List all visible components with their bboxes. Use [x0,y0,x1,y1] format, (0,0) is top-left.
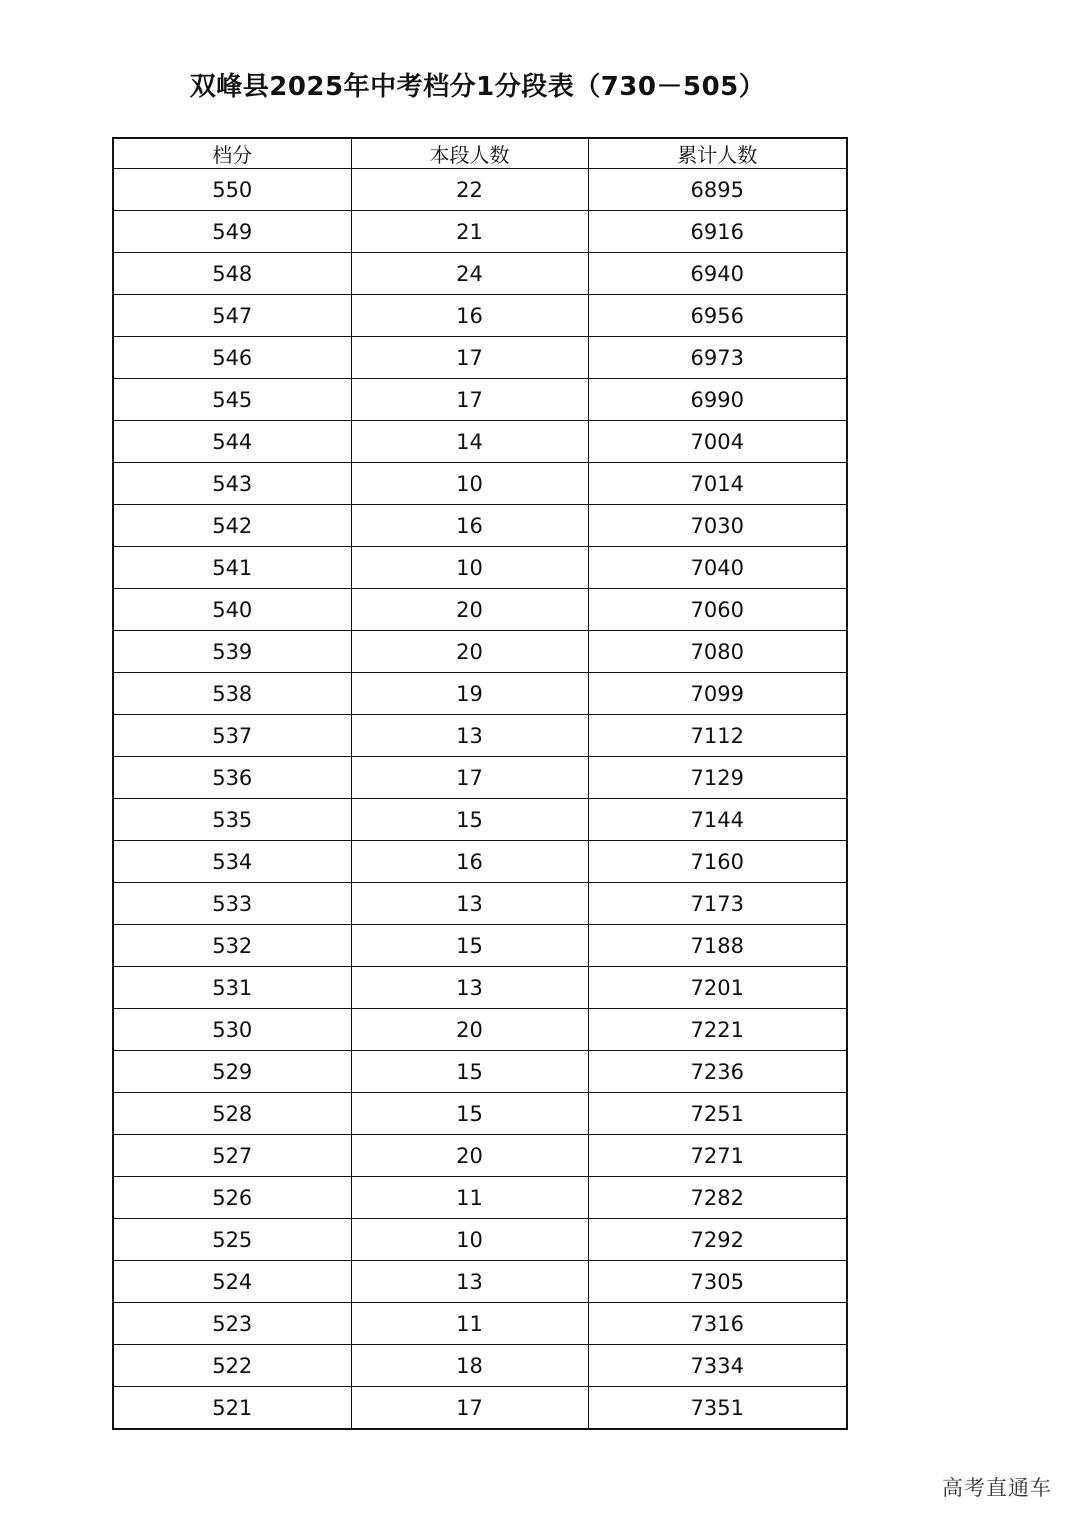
cell-score: 534 [113,841,351,883]
cell-cumulative-count: 7129 [588,757,847,799]
table-row [113,883,847,925]
cell-segment-count: 17 [351,1387,588,1430]
table-row [113,1261,847,1303]
cell-cumulative-count: 6895 [588,169,847,211]
table-row [113,841,847,883]
cell-cumulative-count: 7173 [588,883,847,925]
cell-segment-count: 13 [351,883,588,925]
cell-score: 528 [113,1093,351,1135]
cell-cumulative-count: 7144 [588,799,847,841]
cell-cumulative-count: 7201 [588,967,847,1009]
table-row [113,1303,847,1345]
cell-cumulative-count: 7251 [588,1093,847,1135]
table-row [113,295,847,337]
cell-score: 531 [113,967,351,1009]
cell-cumulative-count: 7188 [588,925,847,967]
cell-cumulative-count: 7040 [588,547,847,589]
table-header-row [113,138,847,169]
cell-score: 540 [113,589,351,631]
cell-segment-count: 15 [351,799,588,841]
table-row [113,1009,847,1051]
cell-score: 522 [113,1345,351,1387]
cell-segment-count: 17 [351,757,588,799]
page-title: 双峰县2025年中考档分1分段表（730－505） [189,72,766,102]
cell-cumulative-count: 7004 [588,421,847,463]
cell-score: 548 [113,253,351,295]
cell-score: 541 [113,547,351,589]
table-row [113,421,847,463]
cell-cumulative-count: 7316 [588,1303,847,1345]
cell-segment-count: 13 [351,967,588,1009]
cell-segment-count: 10 [351,1219,588,1261]
header-cumulative-count: 累计人数 [588,138,847,169]
cell-segment-count: 16 [351,505,588,547]
cell-segment-count: 13 [351,1261,588,1303]
cell-score: 532 [113,925,351,967]
cell-cumulative-count: 7099 [588,673,847,715]
cell-cumulative-count: 7221 [588,1009,847,1051]
cell-cumulative-count: 7305 [588,1261,847,1303]
cell-score: 529 [113,1051,351,1093]
table-row [113,337,847,379]
cell-cumulative-count: 7292 [588,1219,847,1261]
cell-score: 545 [113,379,351,421]
cell-score: 525 [113,1219,351,1261]
table-row [113,1177,847,1219]
cell-cumulative-count: 7014 [588,463,847,505]
cell-score: 523 [113,1303,351,1345]
cell-score: 533 [113,883,351,925]
cell-segment-count: 14 [351,421,588,463]
table-row [113,799,847,841]
cell-score: 526 [113,1177,351,1219]
header-segment-count: 本段人数 [351,138,588,169]
cell-segment-count: 10 [351,547,588,589]
score-distribution-table [112,137,848,1430]
cell-cumulative-count: 7334 [588,1345,847,1387]
cell-segment-count: 15 [351,1051,588,1093]
cell-segment-count: 10 [351,463,588,505]
table-row [113,673,847,715]
cell-cumulative-count: 6956 [588,295,847,337]
cell-cumulative-count: 7351 [588,1387,847,1430]
cell-segment-count: 13 [351,715,588,757]
cell-segment-count: 20 [351,631,588,673]
cell-score: 530 [113,1009,351,1051]
cell-cumulative-count: 7080 [588,631,847,673]
table-row [113,589,847,631]
header-score: 档分 [113,138,351,169]
cell-segment-count: 21 [351,211,588,253]
table-row [113,379,847,421]
cell-cumulative-count: 7282 [588,1177,847,1219]
watermark: 高考直通车 [942,1476,1052,1500]
cell-score: 543 [113,463,351,505]
cell-segment-count: 17 [351,379,588,421]
cell-cumulative-count: 6916 [588,211,847,253]
table-row [113,1219,847,1261]
cell-score: 537 [113,715,351,757]
cell-segment-count: 20 [351,1135,588,1177]
cell-score: 546 [113,337,351,379]
cell-segment-count: 17 [351,337,588,379]
table-row [113,715,847,757]
cell-score: 547 [113,295,351,337]
table-row [113,925,847,967]
table-row [113,1051,847,1093]
table-row [113,1093,847,1135]
cell-segment-count: 24 [351,253,588,295]
cell-score: 539 [113,631,351,673]
table-row [113,169,847,211]
cell-score: 521 [113,1387,351,1430]
table-row [113,211,847,253]
cell-segment-count: 11 [351,1177,588,1219]
cell-score: 524 [113,1261,351,1303]
table-row [113,1387,847,1430]
cell-cumulative-count: 7160 [588,841,847,883]
cell-score: 538 [113,673,351,715]
table-row [113,505,847,547]
table-row [113,631,847,673]
cell-score: 550 [113,169,351,211]
table-row [113,967,847,1009]
cell-segment-count: 15 [351,925,588,967]
cell-cumulative-count: 7060 [588,589,847,631]
cell-score: 542 [113,505,351,547]
table-row [113,757,847,799]
table-row [113,1135,847,1177]
cell-segment-count: 20 [351,1009,588,1051]
cell-cumulative-count: 7030 [588,505,847,547]
cell-segment-count: 11 [351,1303,588,1345]
cell-segment-count: 20 [351,589,588,631]
cell-score: 536 [113,757,351,799]
cell-score: 535 [113,799,351,841]
cell-score: 544 [113,421,351,463]
cell-cumulative-count: 7112 [588,715,847,757]
table-row [113,253,847,295]
cell-segment-count: 16 [351,841,588,883]
table-row [113,463,847,505]
cell-cumulative-count: 7271 [588,1135,847,1177]
cell-cumulative-count: 6990 [588,379,847,421]
cell-segment-count: 16 [351,295,588,337]
cell-segment-count: 18 [351,1345,588,1387]
cell-score: 549 [113,211,351,253]
table-body [113,169,847,1430]
table-row [113,547,847,589]
cell-cumulative-count: 7236 [588,1051,847,1093]
cell-cumulative-count: 6940 [588,253,847,295]
cell-score: 527 [113,1135,351,1177]
cell-segment-count: 15 [351,1093,588,1135]
table-row [113,1345,847,1387]
cell-cumulative-count: 6973 [588,337,847,379]
cell-segment-count: 19 [351,673,588,715]
cell-segment-count: 22 [351,169,588,211]
